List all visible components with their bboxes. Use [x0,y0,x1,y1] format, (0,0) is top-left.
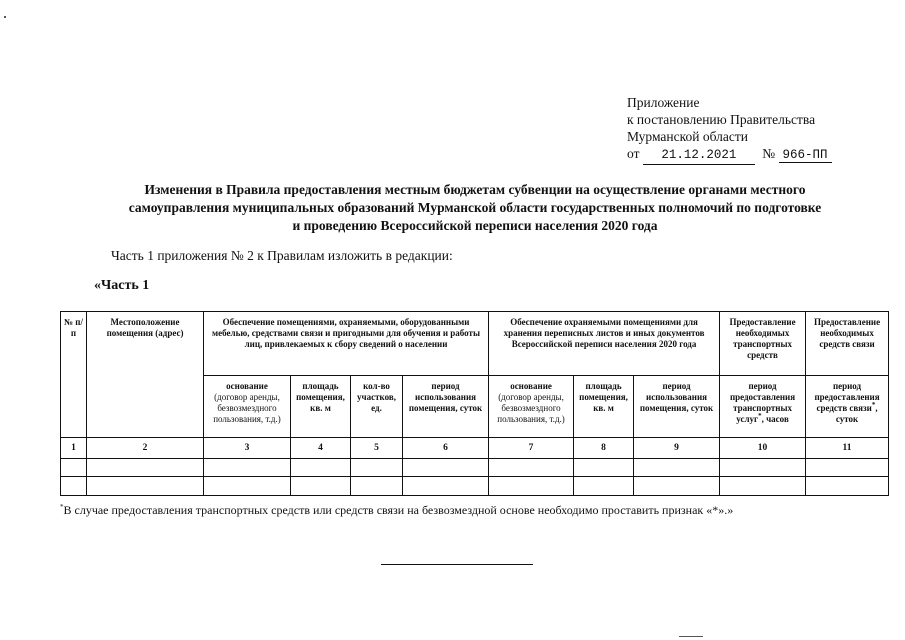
empty-cell [403,477,489,496]
empty-cell [574,459,634,477]
col-num: 3 [204,438,291,459]
col-num: 5 [351,438,403,459]
decree-date: 21.12.2021 [643,147,755,165]
closing-line [381,564,533,565]
empty-cell [634,459,720,477]
header-group-storage: Обеспечение охраняемыми помещениями для хранения переписных листов и иных документов Всероссийской переписи населения 2020 года [489,312,720,376]
header-period-transport [720,376,806,438]
appendix-line-1: Приложение [627,95,700,110]
col-num: 6 [403,438,489,459]
date-prefix: от [627,146,640,161]
header-period-communication [806,376,889,438]
title-line-2: самоуправления муниципальных образований Мурманской области государственных полномочий по подготовке [128,200,822,215]
empty-cell [204,477,291,496]
table-row [61,459,889,477]
col-num: 11 [806,438,889,459]
appendix-line-2: к постановлению Правительства [627,112,816,127]
header-area-2: площадь помещения, кв. м [574,376,634,438]
basis-title: основание [510,381,552,391]
footnote-text: В случае предоставления транспортных средств или средств связи на безвозмездной основе необходимо проставить признак «*».» [63,503,734,517]
empty-cell [720,459,806,477]
appendix-header [627,94,832,165]
empty-cell [204,459,291,477]
appendix-line-3: Мурманской области [627,129,748,144]
number-prefix: № [762,146,776,161]
header-group-premises: Обеспечение помещениями, охраняемыми, оборудованными мебелью, средствами связи и пригодными для обучения и работы лиц, привлекаемых к сбору сведений о населении [204,312,489,376]
col-num: 8 [574,438,634,459]
scan-mark [679,636,703,637]
title-line-1: Изменения в Правила предоставления местным бюджетам субвенции на осуществление органами местного [144,182,806,197]
empty-cell [291,459,351,477]
header-group-communication: Предоставление необходимых средств связи [806,312,889,376]
col-num: 9 [634,438,720,459]
header-group-transport: Предоставление необходимых транспортных средств [720,312,806,376]
appendix-date-line [627,145,832,165]
document-title [60,181,890,235]
header-period-premises-1: период использования помещения, суток [403,376,489,438]
scan-mark [4,16,6,18]
subvention-table [60,311,889,496]
col-num: 10 [720,438,806,459]
transport-period-unit: , часов [761,414,789,424]
header-period-premises-2: период использования помещения, суток [634,376,720,438]
empty-cell [634,477,720,496]
col-num: 1 [61,438,87,459]
empty-cell [720,477,806,496]
part-heading: «Часть 1 [94,278,150,293]
header-address: Местоположение помещения (адрес) [87,312,204,438]
empty-cell [351,459,403,477]
header-number: № п/п [61,312,87,438]
basis-note: (договор аренды, безвозмездного пользования, т.д.) [497,392,565,424]
empty-cell [574,477,634,496]
footnote [60,503,733,518]
table-row [61,477,889,496]
title-line-3: и проведению Всероссийской переписи населения 2020 года [292,218,658,233]
empty-cell [403,459,489,477]
empty-cell [61,477,87,496]
decree-number: 966-ПП [779,148,832,163]
header-basis-2 [489,376,574,438]
col-num: 2 [87,438,204,459]
empty-cell [87,459,204,477]
col-num: 7 [489,438,574,459]
column-number-row [61,438,889,459]
comm-period-label: период предоставления средств связи [814,381,880,413]
empty-cell [351,477,403,496]
basis-title: основание [226,381,268,391]
header-basis-1 [204,376,291,438]
footnote-mark: * [60,503,64,511]
transport-period-label: период предоставления транспортных услуг [729,381,796,424]
col-num: 4 [291,438,351,459]
asterisk-mark: * [871,401,876,409]
basis-note: (договор аренды, безвозмездного пользования, т.д.) [213,392,281,424]
header-area-1: площадь помещения, кв. м [291,376,351,438]
comm-period-unit: , суток [835,403,878,424]
empty-cell [61,459,87,477]
empty-cell [87,477,204,496]
header-count: кол-во участков, ед. [351,376,403,438]
instruction-text: Часть 1 приложения № 2 к Правилам изложить в редакции: [111,248,453,263]
empty-cell [489,477,574,496]
empty-cell [806,459,889,477]
asterisk-mark: * [758,412,762,420]
empty-cell [489,459,574,477]
empty-cell [806,477,889,496]
empty-cell [291,477,351,496]
